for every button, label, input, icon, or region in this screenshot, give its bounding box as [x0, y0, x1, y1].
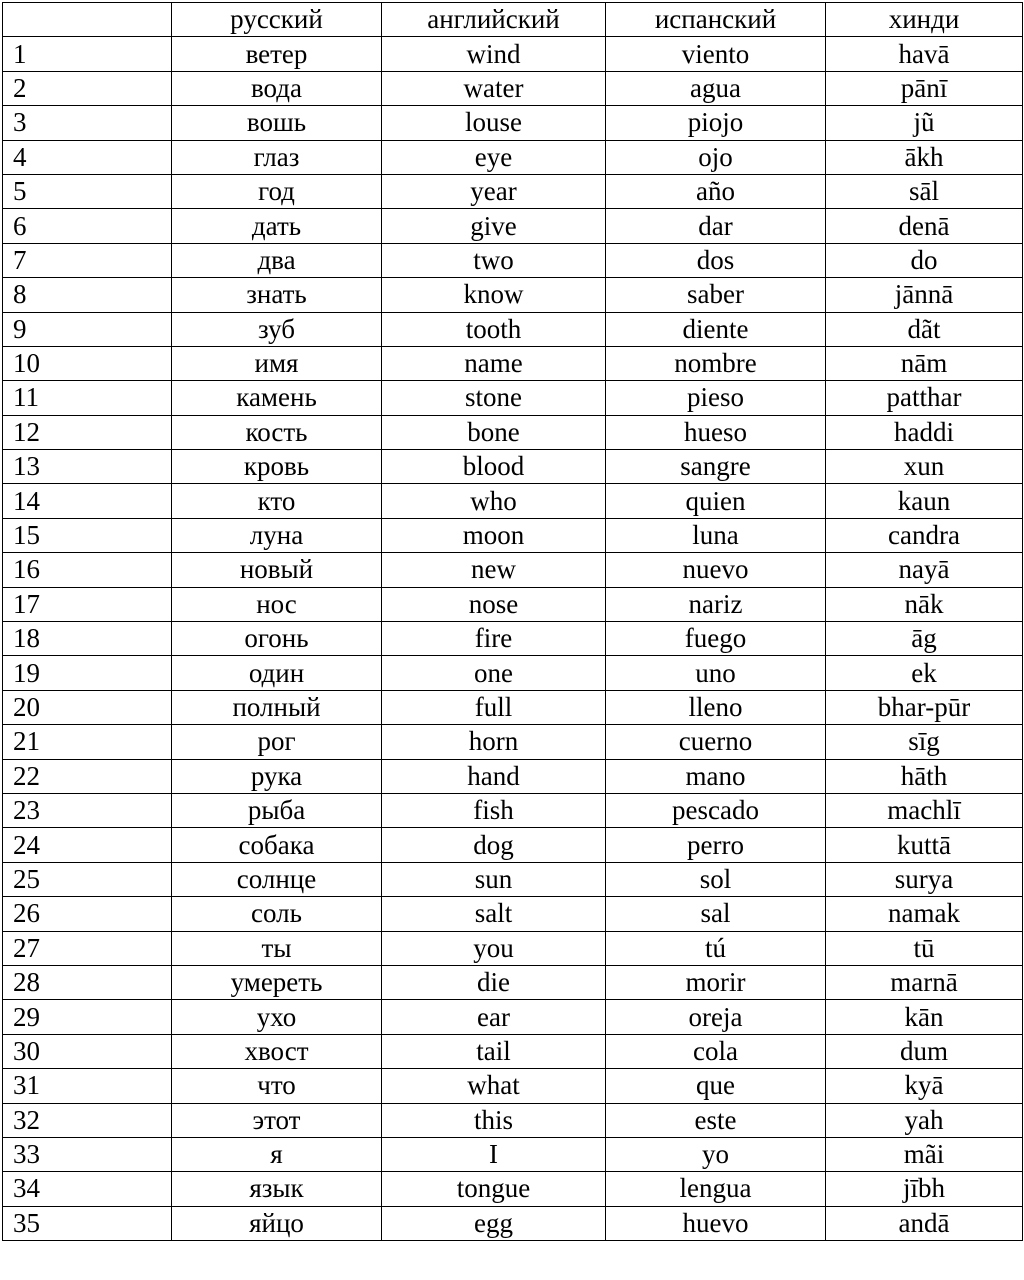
- cell-hindi: marnā: [826, 965, 1023, 999]
- cell-number: 35: [3, 1206, 172, 1240]
- cell-spanish: uno: [606, 656, 826, 690]
- cell-russian: новый: [172, 553, 382, 587]
- table-row: [3, 484, 1023, 518]
- cell-english: give: [382, 209, 606, 243]
- cell-spanish: luna: [606, 518, 826, 552]
- cell-number: 33: [3, 1137, 172, 1171]
- table-row: [3, 243, 1023, 277]
- header-cell-english: английский: [382, 3, 606, 37]
- cell-number: 24: [3, 828, 172, 862]
- cell-spanish: lleno: [606, 690, 826, 724]
- cell-spanish: morir: [606, 965, 826, 999]
- cell-number: 14: [3, 484, 172, 518]
- cell-hindi: sāl: [826, 174, 1023, 208]
- table-row: [3, 106, 1023, 140]
- cell-russian: умереть: [172, 965, 382, 999]
- cell-russian: рука: [172, 759, 382, 793]
- cell-russian: яйцо: [172, 1206, 382, 1240]
- table-row: [3, 278, 1023, 312]
- cell-spanish: saber: [606, 278, 826, 312]
- cell-russian: один: [172, 656, 382, 690]
- cell-number: 30: [3, 1034, 172, 1068]
- cell-hindi: yah: [826, 1103, 1023, 1137]
- cell-number: 6: [3, 209, 172, 243]
- cell-hindi: jũ: [826, 106, 1023, 140]
- table-row: [3, 793, 1023, 827]
- cell-hindi: dãt: [826, 312, 1023, 346]
- cell-english: tooth: [382, 312, 606, 346]
- cell-number: 22: [3, 759, 172, 793]
- cell-spanish: ojo: [606, 140, 826, 174]
- cell-russian: ветер: [172, 37, 382, 71]
- table-row: [3, 828, 1023, 862]
- cell-english: two: [382, 243, 606, 277]
- cell-english: you: [382, 931, 606, 965]
- table-row: [3, 965, 1023, 999]
- cell-russian: соль: [172, 897, 382, 931]
- cell-russian: два: [172, 243, 382, 277]
- table-row: [3, 1206, 1023, 1240]
- cell-hindi: hāth: [826, 759, 1023, 793]
- cell-russian: рог: [172, 725, 382, 759]
- cell-russian: кровь: [172, 450, 382, 484]
- cell-spanish: hueso: [606, 415, 826, 449]
- cell-english: year: [382, 174, 606, 208]
- header-cell-spanish: испанский: [606, 3, 826, 37]
- cell-spanish: cuerno: [606, 725, 826, 759]
- cell-russian: полный: [172, 690, 382, 724]
- cell-hindi: bhar-pūr: [826, 690, 1023, 724]
- table-row: [3, 897, 1023, 931]
- cell-english: know: [382, 278, 606, 312]
- cell-spanish: pescado: [606, 793, 826, 827]
- cell-english: full: [382, 690, 606, 724]
- table-row: [3, 518, 1023, 552]
- cell-russian: ты: [172, 931, 382, 965]
- cell-hindi: kaun: [826, 484, 1023, 518]
- cell-hindi: nayā: [826, 553, 1023, 587]
- cell-russian: огонь: [172, 622, 382, 656]
- cell-number: 21: [3, 725, 172, 759]
- cell-hindi: ek: [826, 656, 1023, 690]
- cell-hindi: tū: [826, 931, 1023, 965]
- cell-hindi: patthar: [826, 381, 1023, 415]
- cell-english: name: [382, 346, 606, 380]
- cell-russian: дать: [172, 209, 382, 243]
- cell-russian: глаз: [172, 140, 382, 174]
- cell-spanish: fuego: [606, 622, 826, 656]
- cell-russian: этот: [172, 1103, 382, 1137]
- cell-spanish: quien: [606, 484, 826, 518]
- cell-russian: зуб: [172, 312, 382, 346]
- cell-english: egg: [382, 1206, 606, 1240]
- cell-english: tail: [382, 1034, 606, 1068]
- cell-english: louse: [382, 106, 606, 140]
- cell-number: 19: [3, 656, 172, 690]
- cell-spanish: mano: [606, 759, 826, 793]
- cell-english: fish: [382, 793, 606, 827]
- cell-english: nose: [382, 587, 606, 621]
- cell-spanish: este: [606, 1103, 826, 1137]
- table-row: [3, 415, 1023, 449]
- cell-number: 1: [3, 37, 172, 71]
- cell-hindi: mãi: [826, 1137, 1023, 1171]
- cell-hindi: xun: [826, 450, 1023, 484]
- cell-english: wind: [382, 37, 606, 71]
- cell-number: 16: [3, 553, 172, 587]
- cell-number: 5: [3, 174, 172, 208]
- cell-number: 34: [3, 1172, 172, 1206]
- word-comparison-table: [2, 2, 1023, 1241]
- table-row: [3, 725, 1023, 759]
- cell-number: 32: [3, 1103, 172, 1137]
- cell-number: 25: [3, 862, 172, 896]
- cell-hindi: surya: [826, 862, 1023, 896]
- cell-spanish: agua: [606, 71, 826, 105]
- cell-english: moon: [382, 518, 606, 552]
- cell-russian: ухо: [172, 1000, 382, 1034]
- table-row: [3, 1000, 1023, 1034]
- cell-number: 2: [3, 71, 172, 105]
- cell-english: what: [382, 1069, 606, 1103]
- table-row: [3, 931, 1023, 965]
- cell-english: tongue: [382, 1172, 606, 1206]
- cell-hindi: āg: [826, 622, 1023, 656]
- cell-english: horn: [382, 725, 606, 759]
- cell-hindi: kān: [826, 1000, 1023, 1034]
- table-row: [3, 450, 1023, 484]
- cell-english: blood: [382, 450, 606, 484]
- cell-spanish: sangre: [606, 450, 826, 484]
- cell-spanish: dar: [606, 209, 826, 243]
- cell-spanish: año: [606, 174, 826, 208]
- cell-russian: нос: [172, 587, 382, 621]
- cell-spanish: viento: [606, 37, 826, 71]
- cell-russian: собака: [172, 828, 382, 862]
- cell-hindi: haddi: [826, 415, 1023, 449]
- table-row: [3, 1034, 1023, 1068]
- cell-russian: хвост: [172, 1034, 382, 1068]
- header-cell-number: [3, 3, 172, 37]
- cell-hindi: namak: [826, 897, 1023, 931]
- cell-russian: солнце: [172, 862, 382, 896]
- cell-number: 13: [3, 450, 172, 484]
- cell-english: bone: [382, 415, 606, 449]
- cell-spanish: nuevo: [606, 553, 826, 587]
- cell-spanish: oreja: [606, 1000, 826, 1034]
- cell-spanish: dos: [606, 243, 826, 277]
- cell-spanish: perro: [606, 828, 826, 862]
- table-row: [3, 312, 1023, 346]
- cell-spanish: nariz: [606, 587, 826, 621]
- cell-number: 10: [3, 346, 172, 380]
- table-row: [3, 381, 1023, 415]
- cell-english: die: [382, 965, 606, 999]
- table-row: [3, 1103, 1023, 1137]
- cell-hindi: andā: [826, 1206, 1023, 1240]
- cell-spanish: sal: [606, 897, 826, 931]
- cell-english: stone: [382, 381, 606, 415]
- cell-number: 9: [3, 312, 172, 346]
- cell-english: salt: [382, 897, 606, 931]
- cell-russian: рыба: [172, 793, 382, 827]
- cell-russian: вошь: [172, 106, 382, 140]
- cell-spanish: que: [606, 1069, 826, 1103]
- cell-hindi: do: [826, 243, 1023, 277]
- cell-english: eye: [382, 140, 606, 174]
- cell-number: 3: [3, 106, 172, 140]
- cell-number: 11: [3, 381, 172, 415]
- cell-russian: что: [172, 1069, 382, 1103]
- cell-russian: имя: [172, 346, 382, 380]
- cell-russian: вода: [172, 71, 382, 105]
- cell-number: 23: [3, 793, 172, 827]
- cell-hindi: denā: [826, 209, 1023, 243]
- table-row: [3, 622, 1023, 656]
- cell-number: 31: [3, 1069, 172, 1103]
- cell-hindi: havā: [826, 37, 1023, 71]
- header-row: [3, 3, 1023, 37]
- cell-english: this: [382, 1103, 606, 1137]
- table-row: [3, 656, 1023, 690]
- cell-english: one: [382, 656, 606, 690]
- cell-russian: язык: [172, 1172, 382, 1206]
- cell-spanish: tú: [606, 931, 826, 965]
- cell-spanish: sol: [606, 862, 826, 896]
- cell-number: 27: [3, 931, 172, 965]
- cell-spanish: nombre: [606, 346, 826, 380]
- cell-spanish: huevo: [606, 1206, 826, 1240]
- cell-spanish: piojo: [606, 106, 826, 140]
- cell-number: 28: [3, 965, 172, 999]
- cell-spanish: cola: [606, 1034, 826, 1068]
- cell-english: new: [382, 553, 606, 587]
- cell-spanish: diente: [606, 312, 826, 346]
- table-row: [3, 209, 1023, 243]
- cell-russian: кто: [172, 484, 382, 518]
- cell-english: ear: [382, 1000, 606, 1034]
- cell-english: hand: [382, 759, 606, 793]
- cell-russian: кость: [172, 415, 382, 449]
- cell-hindi: candra: [826, 518, 1023, 552]
- cell-number: 18: [3, 622, 172, 656]
- cell-russian: знать: [172, 278, 382, 312]
- table-body: [3, 37, 1023, 1241]
- cell-number: 12: [3, 415, 172, 449]
- cell-number: 4: [3, 140, 172, 174]
- cell-english: fire: [382, 622, 606, 656]
- cell-number: 8: [3, 278, 172, 312]
- cell-english: dog: [382, 828, 606, 862]
- table-row: [3, 37, 1023, 71]
- table-row: [3, 553, 1023, 587]
- cell-number: 29: [3, 1000, 172, 1034]
- table-row: [3, 140, 1023, 174]
- cell-hindi: jānnā: [826, 278, 1023, 312]
- cell-spanish: pieso: [606, 381, 826, 415]
- cell-russian: год: [172, 174, 382, 208]
- table-row: [3, 1172, 1023, 1206]
- cell-hindi: jībh: [826, 1172, 1023, 1206]
- table-row: [3, 862, 1023, 896]
- cell-hindi: dum: [826, 1034, 1023, 1068]
- cell-spanish: yo: [606, 1137, 826, 1171]
- cell-number: 15: [3, 518, 172, 552]
- cell-number: 7: [3, 243, 172, 277]
- cell-hindi: ākh: [826, 140, 1023, 174]
- cell-hindi: pānī: [826, 71, 1023, 105]
- table-row: [3, 71, 1023, 105]
- table-row: [3, 587, 1023, 621]
- cell-hindi: nām: [826, 346, 1023, 380]
- table-row: [3, 1069, 1023, 1103]
- table-row: [3, 759, 1023, 793]
- cell-hindi: sīg: [826, 725, 1023, 759]
- cell-russian: камень: [172, 381, 382, 415]
- cell-hindi: kuttā: [826, 828, 1023, 862]
- cell-english: who: [382, 484, 606, 518]
- cell-hindi: machlī: [826, 793, 1023, 827]
- cell-spanish: lengua: [606, 1172, 826, 1206]
- header-cell-hindi: хинди: [826, 3, 1023, 37]
- table-row: [3, 346, 1023, 380]
- table-row: [3, 690, 1023, 724]
- table-row: [3, 1137, 1023, 1171]
- cell-number: 26: [3, 897, 172, 931]
- cell-english: water: [382, 71, 606, 105]
- cell-hindi: nāk: [826, 587, 1023, 621]
- cell-english: sun: [382, 862, 606, 896]
- cell-russian: я: [172, 1137, 382, 1171]
- table-row: [3, 174, 1023, 208]
- header-cell-russian: русский: [172, 3, 382, 37]
- cell-number: 17: [3, 587, 172, 621]
- cell-russian: луна: [172, 518, 382, 552]
- cell-hindi: kyā: [826, 1069, 1023, 1103]
- cell-number: 20: [3, 690, 172, 724]
- cell-english: I: [382, 1137, 606, 1171]
